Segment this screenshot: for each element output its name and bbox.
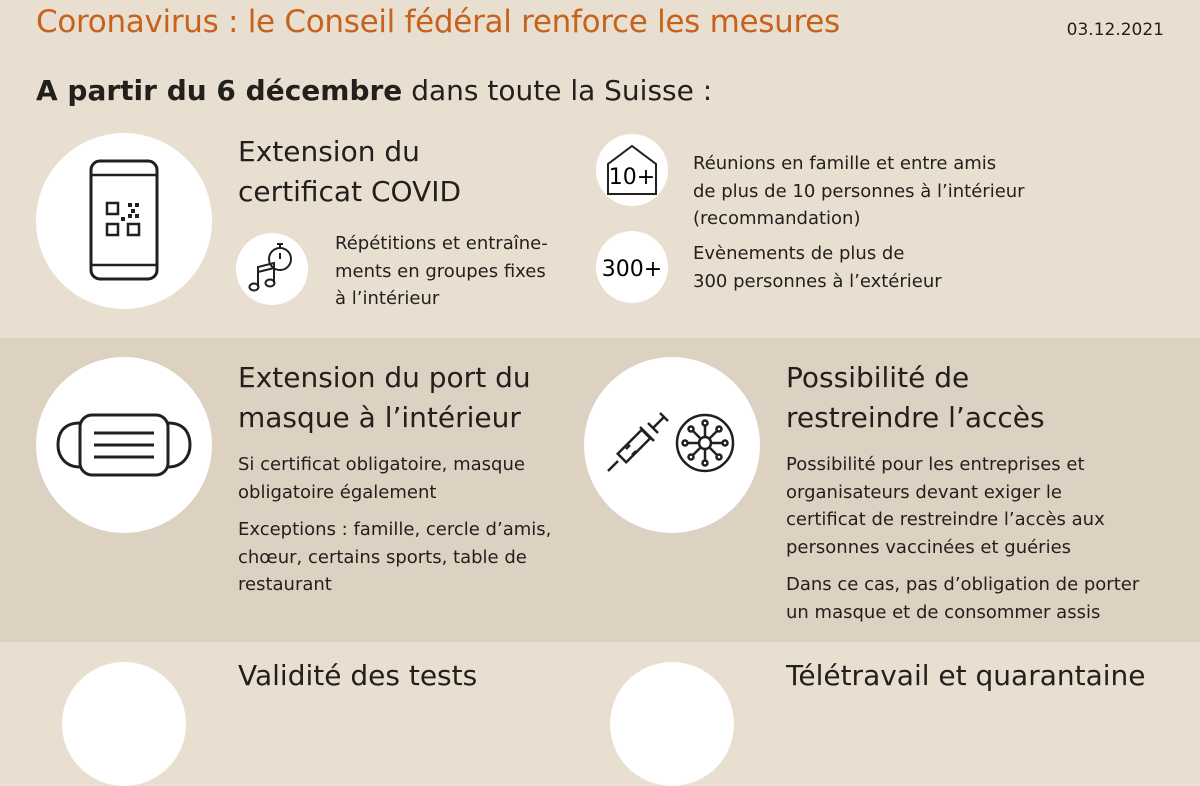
cutoff-left-heading: Validité des tests	[238, 659, 478, 692]
mask-p2-line1: Exceptions : famille, cercle d’amis,	[238, 519, 552, 540]
rehearsals-text	[335, 230, 548, 313]
cutoff-left-circle	[62, 662, 186, 786]
syringe-virus-icon	[584, 357, 760, 533]
mask-p2-line2: chœur, certains sports, table de	[238, 546, 527, 568]
events-text	[693, 240, 942, 295]
access-p1-line3: certificat de restreindre l’accès aux	[786, 509, 1105, 530]
access-heading-line2: restreindre l’accès	[786, 401, 1045, 434]
page-title: Coronavirus : le Conseil fédéral renforce les mesures	[36, 4, 840, 40]
publication-date: 03.12.2021	[1066, 20, 1164, 40]
access-p1-line4: personnes vaccinées et guéries	[786, 536, 1072, 558]
smartphone-qr-icon	[36, 133, 212, 309]
mask-heading	[238, 358, 531, 438]
events-badge-text: 300+	[601, 257, 663, 282]
gatherings-text	[693, 150, 1025, 233]
mask-p2-line3: restaurant	[238, 574, 332, 595]
gatherings-line1: Réunions en famille et entre amis	[693, 153, 997, 174]
rehearsals-line1: Répétitions et entraîne-	[335, 233, 548, 254]
cutoff-right-heading: Télétravail et quarantaine	[786, 659, 1146, 692]
certificate-heading-line2: certificat COVID	[238, 175, 462, 208]
certificate-heading-line1: Extension du	[238, 135, 420, 168]
mask-p1-line1: Si certificat obligatoire, masque	[238, 454, 525, 475]
access-p2-line1: Dans ce cas, pas d’obligation de porter	[786, 574, 1140, 595]
mask-paragraph-2	[238, 516, 551, 599]
access-heading-line1: Possibilité de	[786, 361, 970, 394]
gatherings-line3: (recommandation)	[693, 208, 861, 229]
gatherings-line2: de plus de 10 personnes à l’intérieur	[693, 180, 1025, 202]
face-mask-icon	[36, 357, 212, 533]
mask-heading-line1: Extension du port du	[238, 361, 531, 394]
access-heading	[786, 358, 1045, 438]
access-p1-line2: organisateurs devant exiger le	[786, 481, 1062, 503]
music-stopwatch-icon	[236, 233, 308, 305]
subtitle-rest: dans toute la Suisse :	[402, 74, 713, 107]
access-p2-line2: un masque et de consommer assis	[786, 601, 1101, 623]
events-line2: 300 personnes à l’extérieur	[693, 270, 942, 292]
house-10-plus-icon	[596, 134, 668, 206]
access-p1-line1: Possibilité pour les entreprises et	[786, 454, 1085, 475]
mask-heading-line2: masque à l’intérieur	[238, 401, 521, 434]
300-plus-icon	[596, 231, 668, 303]
rehearsals-line3: à l’intérieur	[335, 288, 440, 309]
cutoff-right-circle	[610, 662, 734, 786]
mask-paragraph-1	[238, 451, 525, 506]
subtitle	[36, 74, 712, 107]
access-paragraph-2	[786, 571, 1139, 626]
subtitle-bold: A partir du 6 décembre	[36, 74, 403, 107]
events-line1: Evènements de plus de	[693, 243, 905, 264]
certificate-heading	[238, 132, 461, 212]
rehearsals-line2: ments en groupes fixes	[335, 260, 546, 282]
mask-p1-line2: obligatoire également	[238, 481, 437, 503]
access-paragraph-1	[786, 451, 1105, 561]
house-badge-text: 10+	[608, 165, 656, 190]
